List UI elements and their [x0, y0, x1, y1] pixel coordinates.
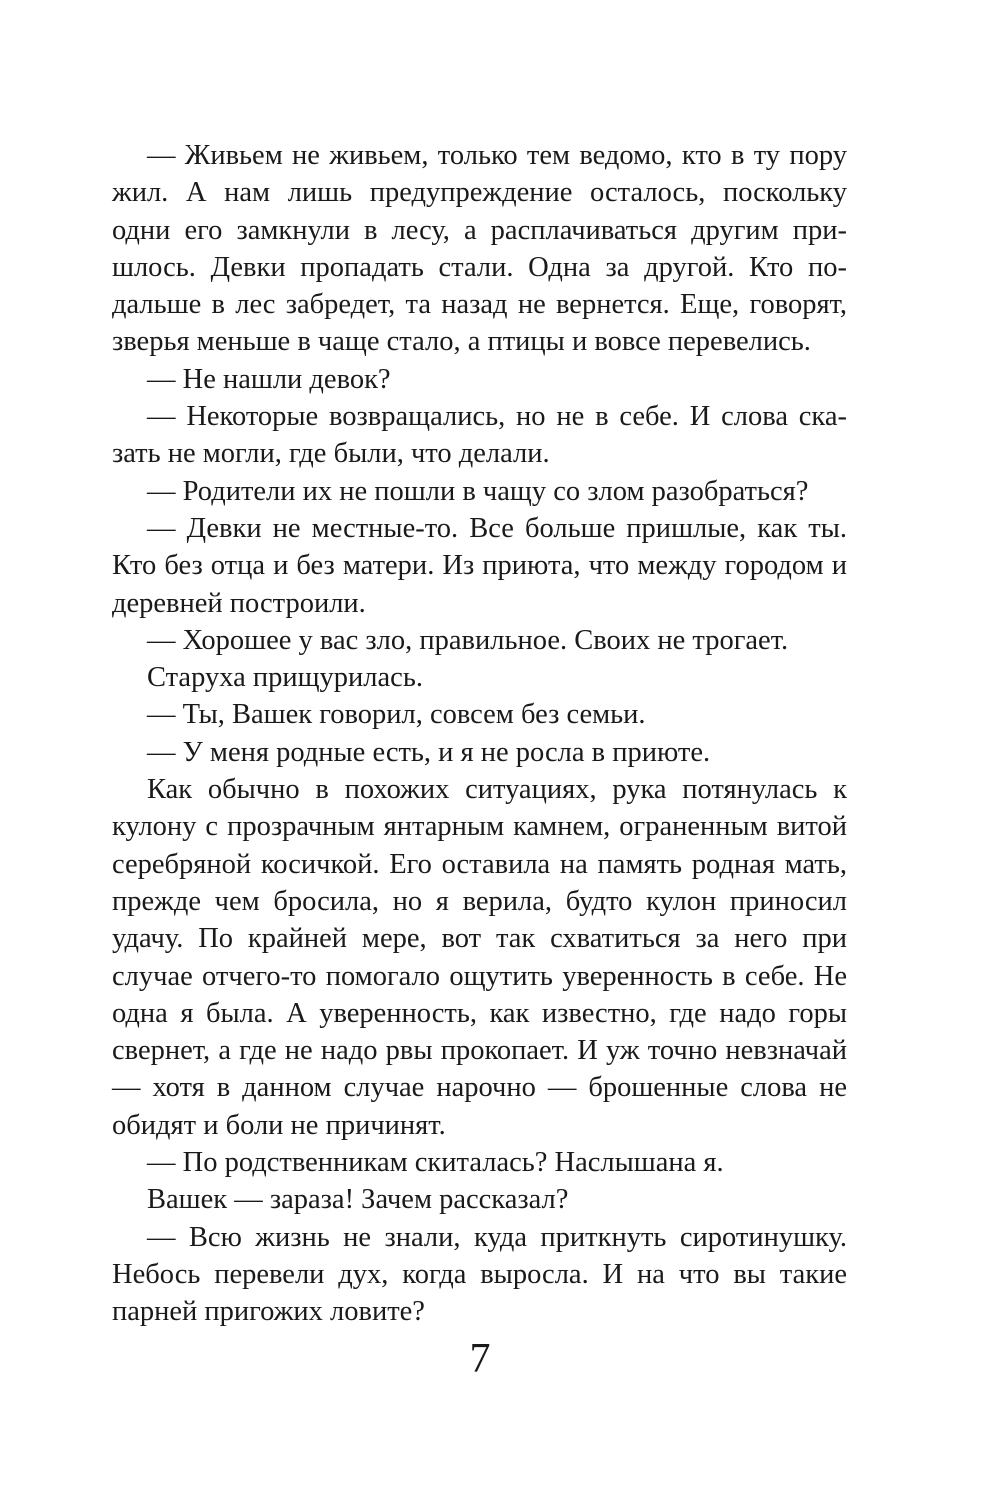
- paragraph-7: Старуха прищурилась.: [147, 662, 423, 694]
- paragraph-11: — По родственникам скиталась? Наслышана я.: [147, 1147, 724, 1179]
- paragraph-2: — Не нашли девок?: [147, 363, 391, 395]
- paragraph-9: — У меня родные есть, и я не росла в приюте.: [147, 736, 711, 768]
- paragraph-10: Как обычно в похожих ситуациях, рука потянулась к кулону с прозрачным янтарным камнем, ограненным витой серебряной косичкой. Его оставила на память родная мать, прежде чем бросила, но я верила, будто кулон приносил удачу. По крайней мере, вот так схватиться за него при случае отчего-то помогало ощутить уверенность в себе. Не одна я была. А уверенность, как известно, где надо горы свернет, а где не надо рвы прокопает. И уж точно невзначай — хотя в данном случае нарочно — брошенные слова не обидят и боли не причинят.: [112, 774, 847, 1141]
- paragraph-6: — Хорошее у вас зло, правильное. Своих не трогает.: [147, 624, 789, 656]
- paragraph-3: — Некоторые возвращались, но не в себе. И слова сказать не могли, где были, что делали.: [112, 401, 847, 470]
- paragraph-12: Вашек — зараза! Зачем рассказал?: [147, 1184, 569, 1216]
- paragraph-8: — Ты, Вашек говорил, совсем без семьи.: [147, 699, 646, 731]
- paragraph-13: — Всю жизнь не знали, куда приткнуть сиротинушку. Небось перевели дух, когда выросла. И на что вы такие парней пригожих ловите?: [112, 1221, 847, 1328]
- paragraph-5: — Девки не местные-то. Все больше пришлые, как ты. Кто без отца и без матери. Из приюта, что между городом и деревней построили.: [112, 512, 847, 619]
- paragraph-4: — Родители их не пошли в чащу со злом разобраться?: [147, 475, 809, 507]
- page-number: 7: [469, 1336, 491, 1382]
- paragraph-1: — Живьем не живьем, только тем ведомо, кто в ту пору жил. А нам лишь предупреждение осталось, поскольку одни его замкнули в лесу, а расплачиваться другим пришлось. Девки пропадать стали. Одна за другой. Кто подальше в лес забредет, та назад не вернется. Еще, говорят, зверья меньше в чаще стало, а птицы и вовсе перевелись.: [112, 140, 847, 358]
- body-text: [112, 137, 847, 1331]
